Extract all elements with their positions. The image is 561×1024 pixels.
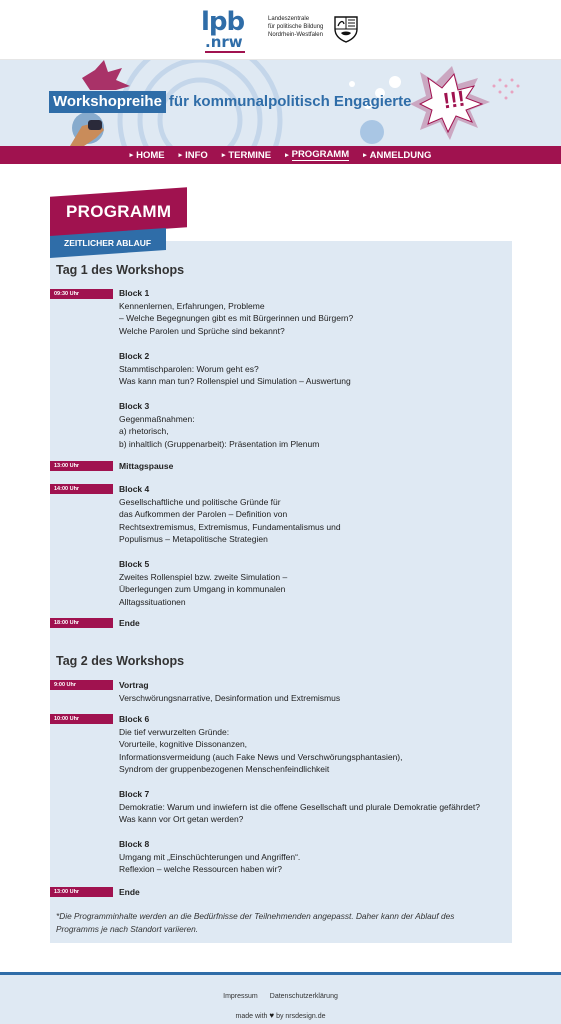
program-note — [56, 910, 508, 935]
nav-label: ANMELDUNG — [369, 149, 432, 161]
block-line: Reflexion – welche Ressourcen haben wir? — [119, 864, 283, 874]
nav-info[interactable] — [179, 150, 208, 161]
block-line: Informationsvermeidung (auch Fake News und Verschwörungsphantasien), — [119, 751, 403, 762]
made-with-text: made with — [235, 1013, 268, 1020]
time-badge: 13:00 Uhr — [50, 887, 113, 897]
block-title: Ende — [119, 887, 140, 897]
org-line: für politische Bildung — [268, 24, 324, 30]
block-line: Gegenmaßnahmen: — [119, 413, 195, 424]
program-block — [119, 886, 509, 899]
logo-bar — [0, 0, 561, 60]
block-line: Welche Parolen und Sprüche sind bekannt? — [119, 325, 285, 336]
program-block — [119, 460, 509, 473]
day-title: Tag 1 des Workshops — [56, 263, 185, 277]
main-nav — [0, 146, 561, 164]
note-line: *Die Programminhalte werden an die Bedürfnisse der Teilnehmenden angepasst. Daher kann der Ablauf des — [56, 911, 455, 921]
block-title: Block 1 — [119, 288, 150, 298]
banner-title — [49, 91, 411, 113]
program-block — [119, 838, 509, 876]
note-line: Programms je nach Standort variieren. — [56, 923, 199, 934]
time-badge: 09:30 Uhr — [50, 289, 113, 299]
block-line: Vorurteile, kognitive Dissonanzen, — [119, 739, 248, 749]
block-title: Block 2 — [119, 351, 150, 361]
block-title: Block 5 — [119, 559, 150, 569]
time-badge: 13:00 Uhr — [50, 461, 113, 471]
program-block — [119, 483, 509, 546]
block-line: Die tief verwurzelten Gründe: — [119, 726, 230, 737]
org-line: Nordrhein-Westfalen — [268, 32, 323, 38]
nav-termine[interactable] — [222, 150, 271, 161]
nav-label: PROGRAMM — [291, 149, 350, 160]
nav-programm[interactable] — [285, 149, 349, 161]
block-line: Kennenlernen, Erfahrungen, Probleme — [119, 300, 265, 311]
page-subtitle-text: ZEITLICHER ABLAUF — [64, 238, 152, 249]
chevron-right-icon: ▸ — [129, 152, 134, 159]
program-block — [119, 679, 509, 704]
block-line: – Welche Begegnungen gibt es mit Bürgerinnen und Bürgern? — [119, 313, 354, 323]
block-line: a) rhetorisch, — [119, 426, 169, 436]
org-line: Landeszentrale — [268, 16, 310, 22]
block-line: Demokratie: Warum und inwiefern ist die offene Gesellschaft und plurale Demokratie gefährdet? — [119, 801, 480, 812]
page-title — [50, 187, 187, 237]
block-line: Zweites Rollenspiel bzw. zweite Simulation – — [119, 571, 288, 582]
datenschutz-link[interactable]: Datenschutzerklärung — [269, 993, 338, 1000]
heart-icon: ♥ — [269, 1011, 275, 1020]
nrw-logo-text: .nrw — [205, 33, 243, 51]
block-line: Populismus – Metapolitische Strategien — [119, 534, 268, 544]
program-block — [119, 558, 509, 608]
block-title: Block 8 — [119, 839, 150, 849]
footer-links — [0, 993, 561, 1000]
impressum-link[interactable]: Impressum — [223, 993, 258, 1000]
nrw-crest-icon — [333, 15, 359, 43]
block-line: Gesellschaftliche und politische Gründe für — [119, 496, 281, 507]
day-title: Tag 2 des Workshops — [56, 654, 185, 668]
block-title: Ende — [119, 618, 140, 628]
lpb-logo-text: lpb — [201, 7, 245, 37]
nav-label: TERMINE — [228, 149, 272, 161]
block-line: Was kann vor Ort getan werden? — [119, 814, 244, 824]
footer — [0, 972, 561, 1024]
block-title: Mittagspause — [119, 461, 174, 471]
program-block — [119, 713, 509, 776]
credit-link[interactable]: by nrsdesign.de — [276, 1013, 326, 1020]
block-line: Rechtsextremismus, Extremismus, Fundamentalismus und — [119, 521, 341, 532]
block-line: Stammtischparolen: Worum geht es? — [119, 363, 259, 374]
made-with — [0, 1011, 561, 1020]
block-line: das Aufkommen der Parolen – Definition von — [119, 509, 288, 519]
nav-label: INFO — [185, 149, 208, 161]
org-name — [268, 15, 332, 39]
block-title: Block 7 — [119, 789, 150, 799]
hero-banner — [0, 60, 561, 146]
block-title: Vortrag — [119, 680, 149, 690]
program-block — [119, 617, 509, 630]
chevron-right-icon: ▸ — [221, 152, 226, 159]
block-line: Syndrom der gruppenbezogenen Menschenfeindlichkeit — [119, 764, 330, 774]
block-line: Überlegungen zum Umgang in kommunalen — [119, 584, 286, 594]
chevron-right-icon: ▸ — [363, 152, 367, 159]
lpb-logo[interactable] — [201, 7, 247, 51]
block-line: Umgang mit „Einschüchterungen und Angriffen“. — [119, 851, 301, 862]
banner-title-box: Workshopreihe — [49, 91, 166, 113]
block-line: Alltagssituationen — [119, 596, 186, 607]
program-block — [119, 400, 509, 450]
program-block — [119, 287, 509, 337]
program-block — [119, 350, 509, 388]
page-title-text: PROGRAMM — [65, 202, 172, 221]
block-line: Was kann man tun? Rollenspiel und Simulation – Auswertung — [119, 376, 351, 386]
block-title: Block 6 — [119, 714, 150, 724]
logo-underline — [205, 51, 245, 53]
nav-label: HOME — [136, 149, 165, 161]
chevron-right-icon: ▸ — [178, 152, 183, 159]
time-badge: 9:00 Uhr — [50, 680, 113, 690]
block-line: Verschwörungsnarrative, Desinformation und Extremismus — [119, 692, 341, 703]
block-line: b) inhaltlich (Gruppenarbeit): Präsentation im Plenum — [119, 438, 320, 449]
chevron-right-icon: ▸ — [285, 152, 289, 159]
banner-exclamation: !!! — [441, 85, 467, 114]
nav-anmeldung[interactable] — [363, 150, 431, 161]
time-badge: 14:00 Uhr — [50, 484, 113, 494]
time-badge: 18:00 Uhr — [50, 618, 113, 628]
program-block — [119, 788, 509, 826]
block-title: Block 4 — [119, 484, 150, 494]
block-title: Block 3 — [119, 401, 150, 411]
time-badge: 10:00 Uhr — [50, 714, 113, 724]
nav-home[interactable] — [130, 150, 165, 161]
banner-title-rest: für kommunalpolitisch Engagierte — [168, 93, 412, 110]
